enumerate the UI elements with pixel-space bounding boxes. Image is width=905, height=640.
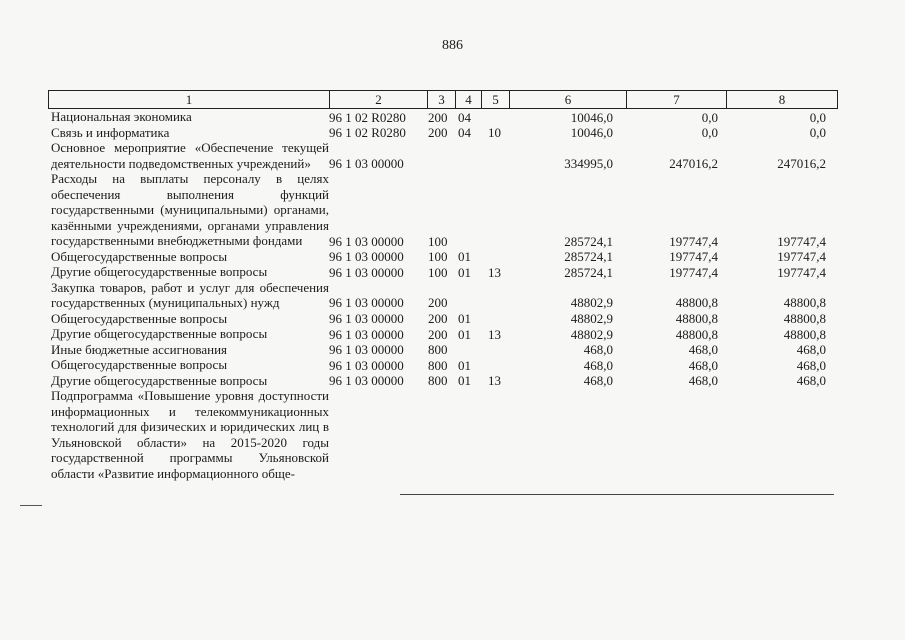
row-target-code: 96 1 03 00000 [329,373,404,388]
row-target-code: 96 1 03 00000 [329,326,404,342]
row-value-col6: 10046,0 [570,125,613,140]
row-section: 01 [458,357,471,373]
row-name: Общегосударственные вопросы [51,248,228,264]
row-subsection: 10 [488,125,501,140]
row-target-code: 96 1 03 00000 [329,264,404,280]
table-row [48,280,838,311]
row-value-col6: 285724,1 [564,233,613,249]
row-value-col6: 468,0 [583,373,613,388]
header-col-1: 1 [49,91,330,108]
row-value-col7: 48800,8 [675,295,718,310]
table-row [48,373,838,389]
table-row [48,171,838,249]
row-name: Основное мероприятие «Обеспечение текущей деятельности подведомственных учреждений» [51,140,329,171]
row-value-col8: 247016,2 [777,155,826,171]
table-row [48,388,838,481]
row-value-col6: 48802,9 [570,326,613,342]
row-value-col7: 247016,2 [669,155,718,171]
table-row [48,125,838,141]
header-col-7: 7 [627,91,727,108]
row-expense-type: 200 [428,311,448,326]
header-col-6: 6 [510,91,627,108]
row-value-col6: 468,0 [583,357,613,373]
row-target-code: 96 1 03 00000 [329,249,404,264]
row-value-col6: 468,0 [583,342,613,357]
row-expense-type: 100 [428,233,448,249]
row-value-col8: 468,0 [796,357,826,373]
row-target-code: 96 1 02 R0280 [329,109,406,125]
row-value-col8: 0,0 [809,109,826,125]
row-section: 01 [458,264,471,280]
margin-dash [20,505,42,506]
row-value-col8: 48800,8 [783,295,826,310]
table-row [48,342,838,358]
row-value-col7: 0,0 [701,125,718,140]
row-expense-type: 200 [428,326,448,342]
row-value-col8: 468,0 [796,342,826,357]
row-name: Иные бюджетные ассигнования [51,341,228,357]
table-header [48,90,838,109]
row-value-col7: 468,0 [688,357,718,373]
row-value-col6: 48802,9 [570,311,613,326]
row-value-col6: 48802,9 [570,295,613,310]
header-col-8: 8 [778,92,786,107]
row-target-code: 96 1 03 00000 [329,295,404,310]
row-value-col8: 0,0 [809,125,826,140]
row-value-col7: 468,0 [688,342,718,357]
table-body [48,109,838,481]
table-row [48,264,838,280]
table-row [48,249,838,265]
budget-table [48,90,838,481]
row-value-col8: 48800,8 [783,311,826,326]
row-name: Другие общегосударственные вопросы [51,264,268,279]
header-col-5: 5 [482,91,510,108]
row-name: Закупка товаров, работ и услуг для обеспечения государственных (муниципальных) нужд [51,279,329,310]
header-col-2: 2 [330,91,428,108]
page-number: 886 [442,38,463,53]
row-name: Расходы на выплаты персоналу в целях обеспечения выполнения функций государственными (муниципальными) органами, казёнными учреждениями, органами управления государственными внебюджетными фондами [51,171,329,248]
row-value-col8: 48800,8 [783,326,826,342]
row-name: Связь и информатика [51,124,170,140]
row-target-code: 96 1 03 00000 [329,342,404,357]
row-expense-type: 800 [428,357,448,373]
table-row [48,109,838,125]
row-expense-type: 200 [428,295,448,310]
row-name: Другие общегосударственные вопросы [51,372,268,388]
table-row [48,357,838,373]
row-value-col7: 197747,4 [669,264,718,280]
row-subsection: 13 [488,264,501,280]
horizontal-rule [400,494,834,495]
row-target-code: 96 1 03 00000 [329,233,404,249]
row-name: Подпрограмма «Повышение уровня доступности информационных и телекоммуникационных технологий для физических и юридических лиц в Ульяновской области» на 2015-2020 годы государственной программы Ульяновской области «Развитие информационного обще- [51,388,329,481]
row-target-code: 96 1 03 00000 [329,155,404,171]
row-expense-type: 200 [428,125,448,140]
row-subsection: 13 [488,326,501,342]
row-target-code: 96 1 02 R0280 [329,125,406,140]
row-target-code: 96 1 03 00000 [329,311,404,326]
row-value-col7: 197747,4 [669,249,718,264]
header-col-4: 4 [456,91,482,108]
row-section: 01 [458,326,471,342]
row-value-col8: 468,0 [796,373,826,388]
row-value-col8: 197747,4 [777,249,826,264]
table-row [48,326,838,342]
row-value-col7: 197747,4 [669,233,718,249]
table-row [48,311,838,327]
row-name: Национальная экономика [51,109,192,124]
row-expense-type: 100 [428,264,448,280]
row-name: Общегосударственные вопросы [51,357,228,372]
row-section: 01 [458,311,471,326]
row-value-col7: 48800,8 [675,311,718,326]
row-expense-type: 800 [428,373,448,388]
row-name: Другие общегосударственные вопросы [51,326,268,341]
row-section: 01 [458,373,471,388]
row-section: 04 [458,125,471,140]
row-value-col6: 10046,0 [570,109,613,125]
row-value-col6: 334995,0 [564,155,613,171]
row-expense-type: 200 [428,109,448,125]
header-col-3: 3 [428,91,456,108]
row-expense-type: 100 [428,249,448,264]
row-value-col6: 285724,1 [564,264,613,280]
row-section: 04 [458,109,471,125]
row-name: Общегосударственные вопросы [51,310,228,326]
table-row [48,140,838,171]
row-section: 01 [458,249,471,264]
row-subsection: 13 [488,373,501,388]
row-value-col8: 197747,4 [777,264,826,280]
row-expense-type: 800 [428,342,448,357]
row-target-code: 96 1 03 00000 [329,357,404,373]
row-value-col7: 0,0 [701,109,718,125]
row-value-col6: 285724,1 [564,249,613,264]
row-value-col8: 197747,4 [777,233,826,249]
row-value-col7: 48800,8 [675,326,718,342]
row-value-col7: 468,0 [688,373,718,388]
